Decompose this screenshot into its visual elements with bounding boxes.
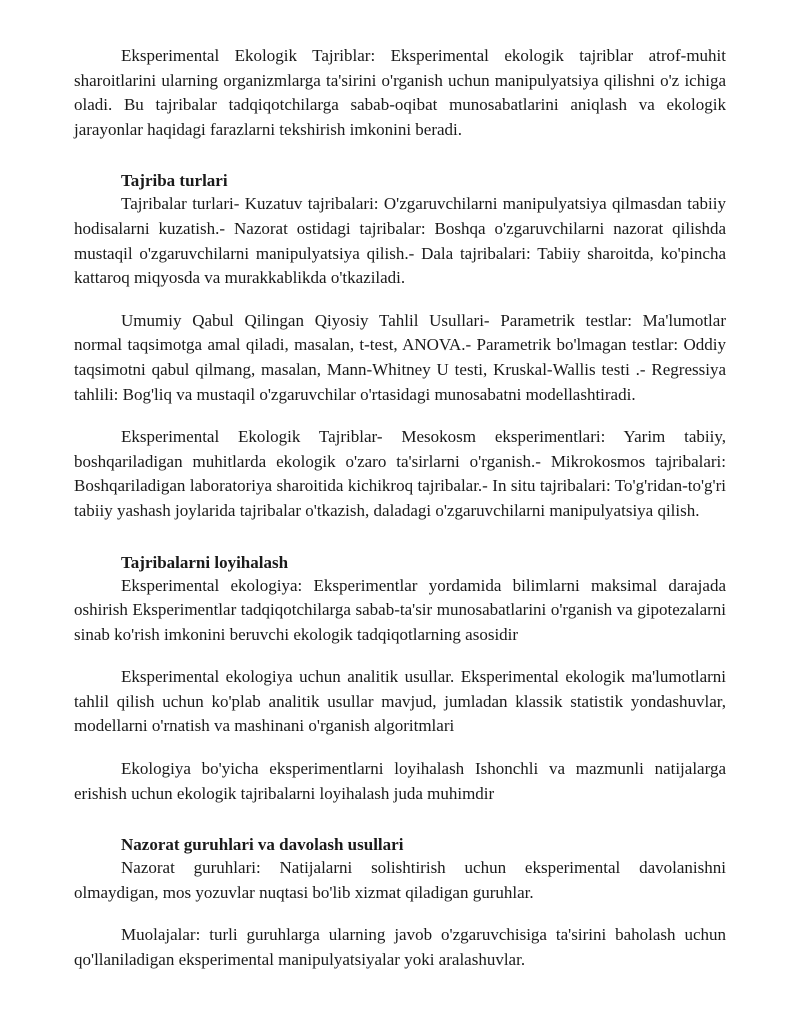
paragraph-eksperimental-ekologiya: Eksperimental ekologiya: Eksperimentlar yordamida bilimlarni maksimal darajada oshirish Eksperimentlar tadqiqotchilarga sabab-ta'sir munosabatlarini o'rganish va gipotezalarni sinab ko'rish imkonini beruvchi ekologik tadqiqotlarning asosidir bbox=[74, 575, 726, 644]
paragraph-muolajalar: Muolajalar: turli guruhlarga ularning javob o'zgaruvchisiga ta'sirini baholash uchun qo'llaniladigan eksperimental manipulyatsiyalar yoki aralashuvlar. bbox=[74, 925, 726, 970]
paragraph-intro: Eksperimental Ekologik Tajriblar: Eksperimental ekologik tajriblar atrof-muhit sharoitlarini ularning organizmlarga ta'sirini o'rganish uchun manipulyatsiya qilishni o'z ichiga oladi. Bu tajribalar tadqiqotchilarga sabab-oqibat munosabatlarini aniqlash va ekologik jarayonlar haqidagi farazlarni tekshirish imkonini beradi. bbox=[74, 46, 726, 139]
section-heading-nazorat-guruhlari: Nazorat guruhlari va davolash usullari bbox=[121, 835, 404, 855]
paragraph-ekologik-tajriblar: Eksperimental Ekologik Tajriblar- Mesokosm eksperimentlari: Yarim tabiiy, boshqariladigan muhitlarda ekologik o'zaro ta'sirlarni o'rganish.- Mikrokosmos tajribalari: Boshqariladigan laboratoriya sharoitida kichikroq tajribalar.- In situ tajribalari: To'g'ridan-to'g'ri tabiiy yashash joylarida tajribalar o'tkazish, daladagi o'zgaruvchilarni manipulyatsiya qilish. bbox=[74, 427, 726, 520]
section-heading-tajribalarni-loyihalash: Tajribalarni loyihalash bbox=[121, 552, 289, 572]
paragraph-analitik-usullar: Eksperimental ekologiya uchun analitik usullar. Eksperimental ekologik ma'lumotlarni tahlil qilish uchun ko'plab analitik usullar mavjud, jumladan klassik statistik yondashuvlar, modellarni o'rnatish va mashinani o'rganish algoritmlari bbox=[74, 667, 726, 736]
section-heading-tajriba-turlari: Tajriba turlari bbox=[121, 171, 228, 191]
paragraph-tahlil-usullari: Umumiy Qabul Qilingan Qiyosiy Tahlil Usullari- Parametrik testlar: Ma'lumotlar normal taqsimotga amal qiladi, masalan, t-test, ANOVA.- Parametrik bo'lmagan testlar: Oddiy taqsimotni qabul qilmang, masalan, Mann-Whitney U testi, Kruskal-Wallis testi .- Regressiya tahlili: Bog'liq va mustaqil o'zgaruvchilar o'rtasidagi munosabatni modellashtiradi. bbox=[74, 310, 726, 404]
paragraph-tajriba-turlari: Tajribalar turlari- Kuzatuv tajribalari: O'zgaruvchilarni manipulyatsiya qilmasdan tabiiy hodisalarni kuzatish.- Nazorat ostidagi tajribalar: Boshqa o'zgaruvchilarni nazorat qilishda mustaqil o'zgaruvchilarni manipulyatsiya qilish.- Dala tajribalari: Tabiiy sharoitda, ko'pincha kattaroq miqyosda va murakkablikda o'tkaziladi. bbox=[74, 194, 726, 288]
paragraph-loyihalash: Ekologiya bo'yicha eksperimentlarni loyihalash Ishonchli va mazmunli natijalarga erishish uchun ekologik tajribalarni loyihalash juda muhimdir bbox=[74, 759, 726, 803]
paragraph-nazorat-guruhlari: Nazorat guruhlari: Natijalarni solishtirish uchun eksperimental davolanishni olmaydigan, mos yozuvlar nuqtasi bo'lib xizmat qiladigan guruhlar. bbox=[74, 858, 726, 902]
